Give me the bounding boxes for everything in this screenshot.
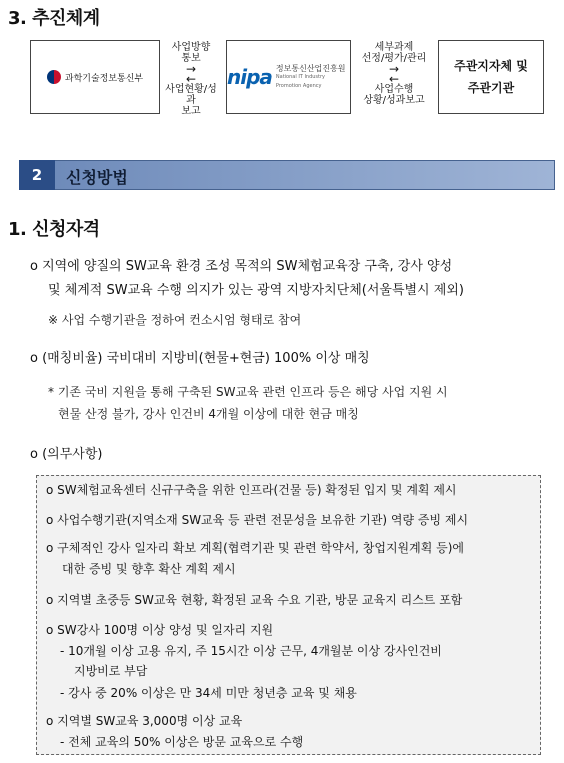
paragraph-3: o (의무사항)	[30, 447, 103, 462]
flow-arrow-1-top-1: 사업방향	[171, 42, 211, 53]
duty-item: o SW강사 100명 이상 양성 및 일자리 지원	[46, 623, 274, 637]
duty-subitem-continued: 지방비로 부담	[74, 664, 148, 678]
section-number: 2	[19, 160, 55, 190]
paragraph-1-line-1: o 지역에 양질의 SW교육 환경 조성 목적의 SW체험교육장 구축, 강사 양성	[30, 259, 453, 274]
msit-box	[30, 40, 160, 114]
duty-subitem: - 전체 교육의 50% 이상은 방문 교육으로 수행	[60, 735, 304, 749]
paragraph-2-note-line-1: * 기존 국비 지원을 통해 구축된 SW교육 관련 인프라 등은 해당 사업 지원 시	[48, 385, 448, 399]
arrow-left-icon: ←	[185, 72, 197, 86]
arrow-left-icon: ←	[388, 72, 400, 86]
msit-label: 과학기술정보통신부	[64, 73, 144, 84]
paragraph-2-note-line-2: 현물 산정 불가, 강사 인건비 4개월 이상에 대한 현금 매칭	[58, 407, 359, 421]
arrow-right-icon: →	[185, 62, 197, 76]
paragraph-2: o (매칭비율) 국비대비 지방비(현물+현금) 100% 이상 매칭	[30, 351, 370, 366]
duty-item: o 사업수행기관(지역소재 SW교육 등 관련 전문성을 보유한 기관) 역량 증빙 제시	[46, 513, 469, 527]
partner-line-1: 주관지자체 및	[454, 59, 528, 73]
duty-subitem: - 강사 중 20% 이상은 만 34세 미만 청년층 교육 및 채용	[60, 686, 357, 700]
duty-subitem: - 10개월 이상 고용 유지, 주 15시간 이상 근무, 4개월분 이상 강사인건비	[60, 644, 442, 658]
duty-item: o 지역별 초중등 SW교육 현황, 확정된 교육 수요 기관, 방문 교육지 리스트 포함	[46, 593, 463, 607]
flow-arrow-2-top-1: 세부과제	[374, 42, 414, 53]
nipa-box	[226, 40, 351, 114]
flow-arrow-1-bottom-2: 보고	[181, 106, 201, 117]
arrow-right-icon: →	[388, 62, 400, 76]
paragraph-1-line-2: 및 체계적 SW교육 수행 의지가 있는 광역 지방자치단체(서울특별시 제외)	[48, 283, 464, 298]
flow-arrow-2-bottom-1: 사업수행	[374, 84, 414, 95]
flow-arrow-1-bottom-1: 사업현황/성과	[165, 84, 217, 106]
flow-arrow-2-bottom-2: 상황/성과보고	[363, 95, 425, 106]
section-title: 3. 추진체계	[8, 8, 100, 29]
duty-item-continued: 대한 증빙 및 향후 확산 계획 제시	[62, 562, 236, 576]
flow-arrow-1	[162, 42, 220, 117]
duty-item: o 구체적인 강사 일자리 확보 계획(협력기관 및 관련 학약서, 창업지원계획 등)에	[46, 541, 465, 555]
flow-arrow-2	[353, 42, 435, 106]
msit-logo	[47, 70, 143, 84]
duty-item: o 지역별 SW교육 3,000명 이상 교육	[46, 714, 243, 728]
taegeuk-icon	[47, 70, 61, 84]
partner-line-2: 주관기관	[467, 81, 515, 95]
paragraph-1-note: ※ 사업 수행기관을 정하여 컨소시엄 형태로 참여	[48, 313, 302, 327]
nipa-name: 정보통신산업진흥원	[275, 63, 346, 73]
duty-item: o SW체험교육센터 신규구축을 위한 인프라(건물 등) 확정된 입지 및 계획 제시	[46, 483, 457, 497]
partner-box	[438, 40, 544, 114]
nipa-english: National IT Industry Promotion Agency	[275, 73, 326, 89]
nipa-logo: nipa	[227, 65, 272, 89]
flow-arrow-2-top-2: 선정/평가/관리	[361, 53, 427, 64]
flow-arrow-1-top-2: 통보	[181, 53, 201, 64]
section-banner-title: 신청방법	[66, 168, 128, 187]
subsection-title: 1. 신청자격	[8, 219, 100, 240]
